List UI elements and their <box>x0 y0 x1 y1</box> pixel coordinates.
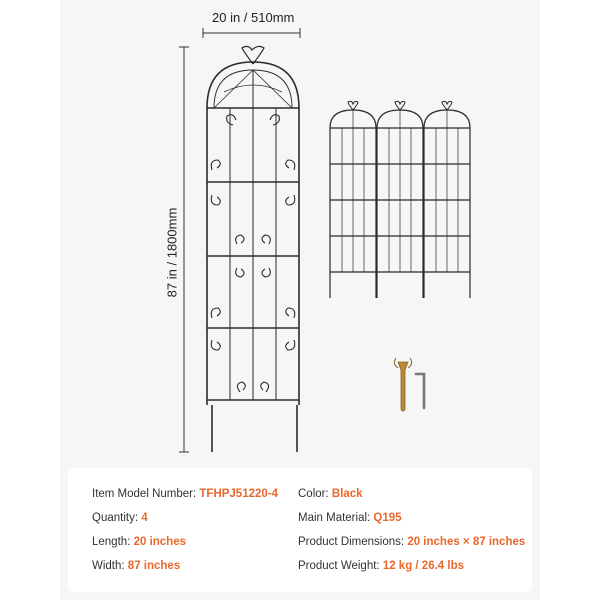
spec-length-value: 20 inches <box>133 536 186 548</box>
spec-quantity-value: 4 <box>141 512 148 524</box>
spec-width-label: Width: <box>92 560 125 572</box>
trellis-panel-set <box>330 101 470 298</box>
spec-weight-label: Product Weight: <box>298 560 380 572</box>
spec-product-dimensions-label: Product Dimensions: <box>298 536 405 548</box>
spec-weight-value: 12 kg / 26.4 lbs <box>382 560 464 572</box>
spec-product-dimensions <box>298 536 525 548</box>
spec-length-label: Length: <box>92 536 131 548</box>
spec-color <box>298 488 363 500</box>
spec-model <box>92 488 278 500</box>
spec-model-value: TFHPJ51220-4 <box>199 488 279 500</box>
spec-material-label: Main Material: <box>298 512 371 524</box>
trellis-single-panel <box>207 46 299 452</box>
spec-product-dimensions-value: 20 inches × 87 inches <box>407 536 526 548</box>
trellis-small-1 <box>330 101 376 298</box>
spec-material-value: Q195 <box>373 512 402 524</box>
trellis-small-3 <box>424 101 470 298</box>
spec-length <box>92 536 186 548</box>
spec-material <box>298 512 402 524</box>
spec-quantity <box>92 512 148 524</box>
spec-model-label: Item Model Number: <box>92 488 197 500</box>
width-dimension-line <box>203 28 300 38</box>
spec-table <box>68 468 532 592</box>
spec-width <box>92 560 180 572</box>
allen-key-icon <box>416 374 424 408</box>
height-dimension-line <box>179 47 189 452</box>
spec-color-value: Black <box>331 488 363 500</box>
width-dimension-label: 20 in / 510mm <box>212 10 295 25</box>
spec-quantity-label: Quantity: <box>92 512 139 524</box>
height-dimension-label: 87 in / 1800mm <box>164 207 180 298</box>
spec-color-label: Color: <box>298 488 329 500</box>
trellis-small-2 <box>377 101 423 298</box>
spec-weight <box>298 560 464 572</box>
wrench-icon <box>394 358 411 411</box>
spec-width-value: 87 inches <box>127 560 181 572</box>
